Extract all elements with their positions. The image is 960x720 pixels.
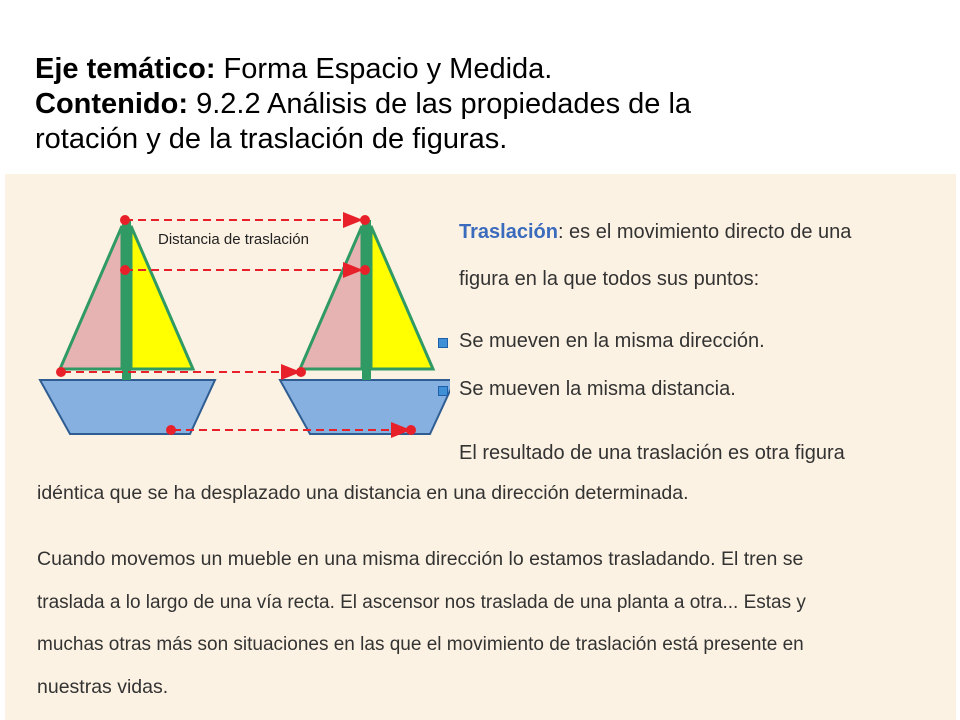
bullet-1: Se mueven en la misma dirección. <box>459 330 765 352</box>
contenido-line <box>35 87 935 122</box>
point <box>296 367 306 377</box>
bullet-2: Se mueven la misma distancia. <box>459 378 736 400</box>
hull <box>40 380 215 434</box>
mast <box>362 220 371 380</box>
original-boat <box>40 220 215 434</box>
definition-text-1: : es el movimiento directo de una <box>557 221 852 243</box>
contenido-text-1: 9.2.2 Análisis de las propiedades de la <box>188 88 692 120</box>
translation-panel <box>5 174 956 720</box>
translated-boat <box>280 220 450 434</box>
example-line-4: nuestras vidas. <box>37 676 169 698</box>
distance-label: Distancia de traslación <box>158 231 309 248</box>
eje-line <box>35 52 935 87</box>
mast <box>122 220 131 380</box>
contenido-label: Contenido: <box>35 88 189 120</box>
left-sail <box>300 226 362 369</box>
point <box>120 265 130 275</box>
point <box>406 425 416 435</box>
eje-label: Eje temático: <box>35 53 216 85</box>
definition-line-1 <box>459 221 851 244</box>
definition-line-2: figura en la que todos sus puntos: <box>459 268 760 290</box>
hull <box>280 380 450 434</box>
example-line-2: traslada a lo largo de una vía recta. El ascensor nos traslada de una planta a otra... Estas y <box>37 592 806 613</box>
example-line-3: muchas otras más son situaciones en las que el movimiento de traslación está presente en <box>37 634 804 655</box>
bullet-square-icon <box>438 338 448 348</box>
term-traslacion: Traslación <box>459 221 558 243</box>
left-sail <box>60 226 122 369</box>
eje-text: Forma Espacio y Medida. <box>215 53 553 85</box>
point <box>120 215 130 225</box>
point <box>360 265 370 275</box>
contenido-line-2: rotación y de la traslación de figuras. <box>35 123 508 155</box>
right-sail <box>371 226 433 369</box>
example-line-1: Cuando movemos un mueble en una misma dirección lo estamos trasladando. El tren se <box>37 548 804 570</box>
slide-heading <box>35 52 935 157</box>
bullet-square-icon <box>438 386 448 396</box>
point <box>56 367 66 377</box>
point <box>360 215 370 225</box>
result-line-2: idéntica que se ha desplazado una distancia en una dirección determinada. <box>37 482 689 504</box>
translation-diagram <box>5 174 450 454</box>
point <box>166 425 176 435</box>
result-line-1: El resultado de una traslación es otra figura <box>459 442 845 464</box>
